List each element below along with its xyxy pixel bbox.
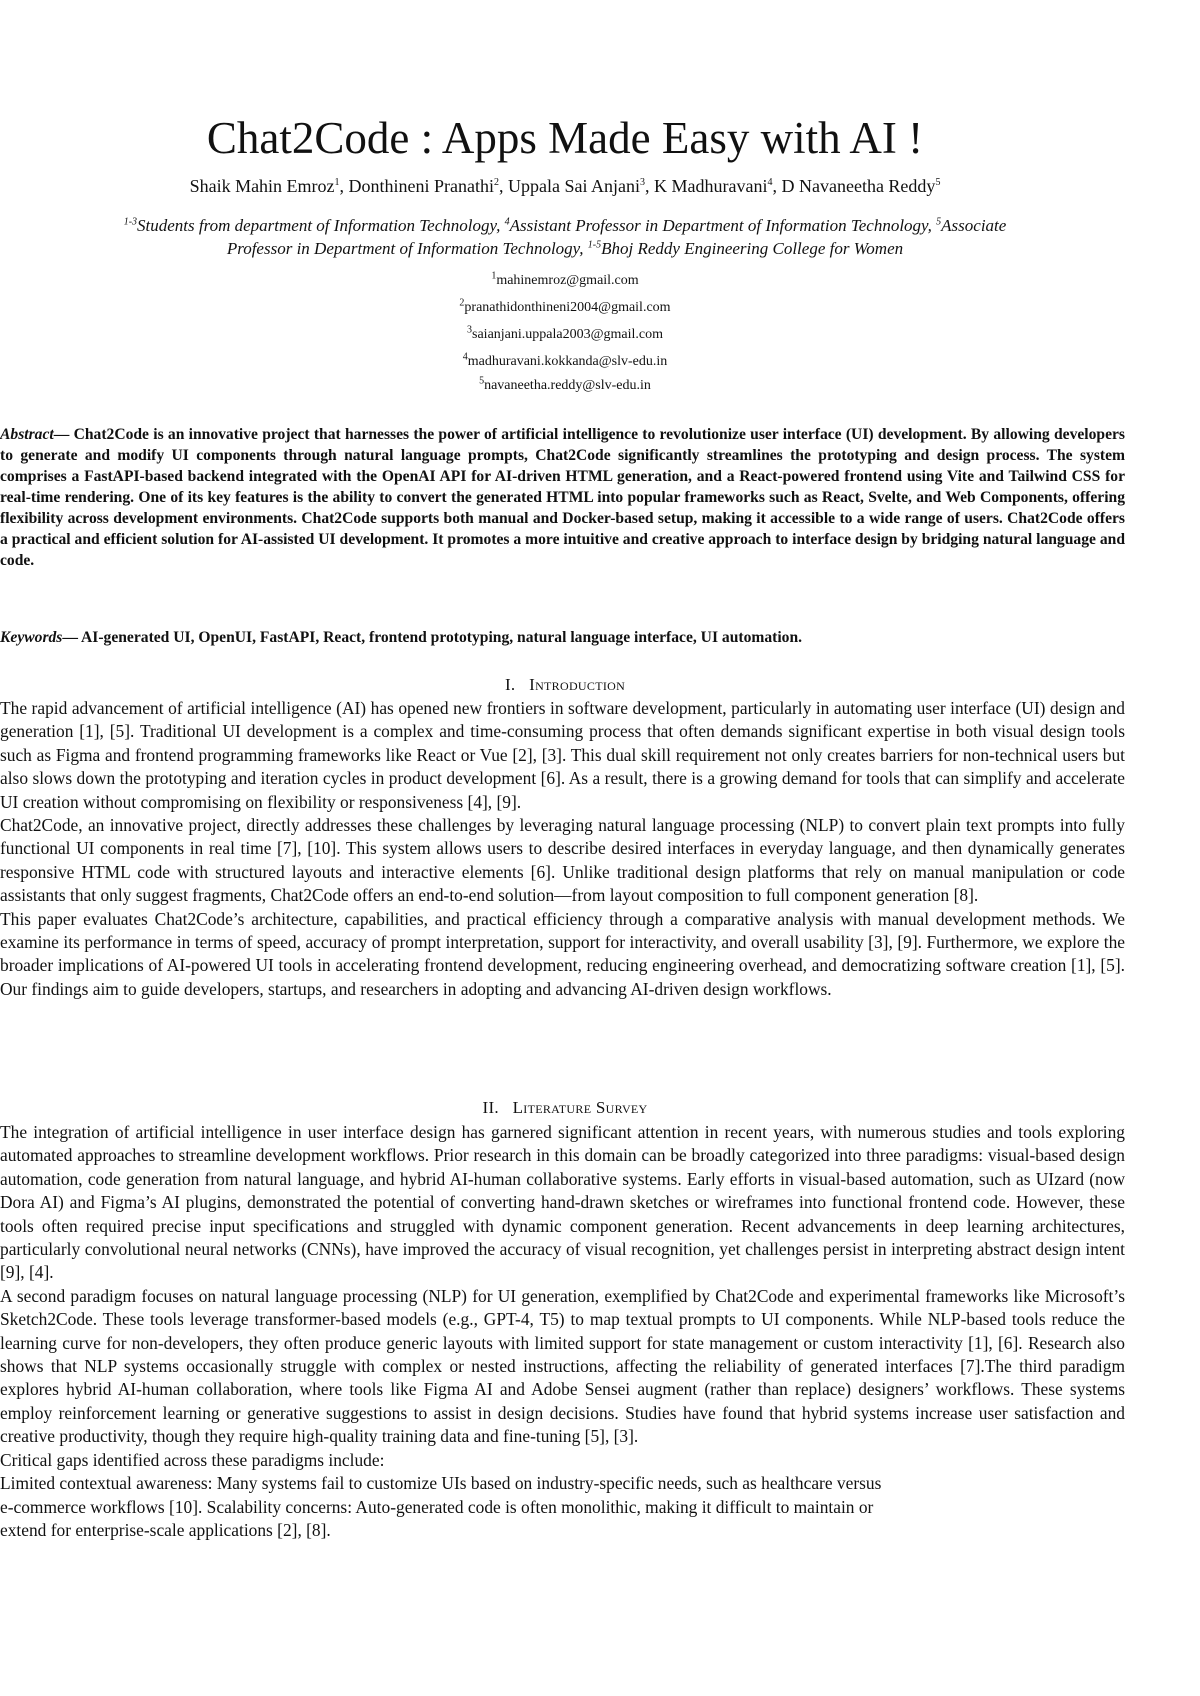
closing-line: extend for enterprise-scale applications [2], [8]. — [0, 1519, 331, 1540]
affil-text: Associate — [941, 216, 1007, 235]
email-line — [0, 348, 1130, 375]
author-name: D Navaneetha Reddy — [781, 176, 936, 196]
email-address[interactable]: navaneetha.reddy@slv-edu.in — [484, 378, 651, 393]
keywords-dash: — — [62, 629, 82, 646]
affil-text: Bhoj Reddy Engineering College for Women — [601, 239, 904, 258]
abstract — [0, 424, 1125, 571]
author-name: Donthineni Pranathi — [348, 176, 495, 196]
email-line — [0, 375, 1130, 396]
section-heading-literature-survey — [0, 1097, 1130, 1119]
affil-text: Professor in Department of Information Technology, — [226, 239, 588, 258]
author-sup: 1 — [334, 177, 340, 188]
keywords-text: AI-generated UI, OpenUI, FastAPI, React, frontend prototyping, natural language interface, UI automation. — [81, 629, 803, 646]
author-sup: 4 — [767, 177, 773, 188]
email-sup: 3 — [467, 324, 473, 336]
affil-sup: 1-3 — [123, 216, 138, 228]
section-title: Introduction — [529, 675, 626, 694]
closing-line: Limited contextual awareness: Many systems fail to customize UIs based on industry-specific needs, such as healthcare versus — [0, 1473, 882, 1494]
author-sup: 5 — [935, 177, 941, 188]
author-list: Shaik Mahin Emroz$^1$, Donthineni Pranathi$^2$, Uppala Sai Anjani$^3$, K Madhuravani$^4$, D Navaneetha Reddy$^5$ — [189, 176, 941, 196]
abstract-dash: — — [53, 426, 74, 443]
paragraph: The integration of artificial intelligence in user interface design has garnered significant attention in recent years, with numerous studies and tools exploring automated approaches to streamline development workflows. Prior research in this domain can be broadly categorized into three paradigms: visual-based design automation, code generation from natural language, and hybrid AI-human collaborative systems. Early efforts in visual-based automation, such as UIzard (now Dora AI) and Figma’s AI plugins, demonstrated the potential of converting hand-drawn sketches or wireframes into functional frontend code. However, these tools often required precise input specifications and struggled with dynamic component generation. Recent advancements in deep learning architectures, particularly convolutional neural networks (CNNs), have improved the accuracy of visual recognition, yet challenges persist in interpreting abstract design intent [9], [4]. — [0, 1122, 1125, 1283]
paragraph: A second paradigm focuses on natural language processing (NLP) for UI generation, exemplified by Chat2Code and experimental frameworks like Microsoft’s Sketch2Code. These tools leverage transformer-based models (e.g., GPT-4, T5) to map textual prompts to UI components. While NLP-based tools reduce the learning curve for non-developers, they often produce generic layouts with limited support for state management or custom interactivity [1], [6]. Research also shows that NLP systems occasionally struggle with complex or nested instructions, affecting the reliability of generated interfaces [7].The third paradigm explores hybrid AI-human collaboration, where tools like Figma AI and Adobe Sensei augment (rather than replace) designers’ workflows. These systems employ reinforcement learning or generative suggestions to assist in design decisions. Studies have found that hybrid systems increase user satisfaction and creative productivity, though they require high-quality training data and fine-tuning [5], [3]. — [0, 1285, 1125, 1447]
email-address[interactable]: saianjani.uppala2003@gmail.com — [472, 327, 663, 342]
affil-sup: 4 — [504, 216, 510, 228]
paragraph: The rapid advancement of artificial intelligence (AI) has opened new frontiers in software development, particularly in automating user interface (UI) design and generation [1], [5]. Traditional UI development is a complex and time-consuming process that often demands significant expertise in both visual design tools such as Figma and frontend programming frameworks like React or Vue [2], [3]. This dual skill requirement not only creates barriers for non-technical users but also slows down the prototyping and iteration cycles in product development [6]. As a result, there is a growing demand for tools that can simplify and accelerate UI creation without compromising on flexibility or responsiveness [4], [9]. — [0, 698, 1125, 812]
author-sup: 2 — [494, 177, 500, 188]
keywords — [0, 627, 1125, 648]
author-name: K Madhuravani — [654, 176, 768, 196]
paragraph: This paper evaluates Chat2Code’s architecture, capabilities, and practical efficiency through a comparative analysis with manual development methods. We examine its performance in terms of speed, accuracy of prompt interpretation, support for interactivity, and overall usability [3], [9]. Furthermore, we explore the broader implications of AI-powered UI tools in accelerating frontend development, reducing engineering overhead, and democratizing software creation [1], [5]. Our findings aim to guide developers, startups, and researchers in adopting and advancing AI-driven design workflows. — [0, 908, 1125, 999]
literature-survey-body — [0, 1121, 1125, 1542]
section-title: Literature Survey — [512, 1098, 648, 1117]
affiliation-line-1 — [60, 214, 1070, 237]
email-sup: 5 — [479, 375, 485, 387]
closing-line: e-commerce workflows [10]. Scalability concerns: Auto-generated code is often monolithic, making it difficult to maintain or — [0, 1496, 874, 1517]
email-address[interactable]: madhuravani.kokkanda@slv-edu.in — [467, 354, 668, 369]
section-number: I. — [504, 675, 516, 694]
email-address[interactable]: mahinemroz@gmail.com — [496, 273, 639, 288]
paper-title: Chat2Code : Apps Made Easy with AI ! — [206, 113, 924, 163]
affiliations — [60, 214, 1070, 260]
paragraph: Critical gaps identified across these paradigms include: — [0, 1449, 385, 1470]
author-name: Shaik Mahin Emroz — [189, 176, 335, 196]
paragraph: Chat2Code, an innovative project, directly addresses these challenges by leveraging natural language processing (NLP) to convert plain text prompts into fully functional UI components in real time [7], [10]. This system allows users to describe desired interfaces in everyday language, and then dynamically generates responsive HTML code with structured layouts and interactive elements [6]. Unlike traditional design platforms that rely on manual manipulation or code assistants that only suggest fragments, Chat2Code offers an end-to-end solution—from layout composition to full component generation [8]. — [0, 815, 1125, 906]
abstract-label: Abstract — [0, 426, 54, 443]
email-address[interactable]: pranathidonthineni2004@gmail.com — [464, 300, 671, 315]
affil-sup: 1-5 — [587, 239, 602, 251]
email-list — [0, 267, 1130, 396]
affil-text: Assistant Professor in Department of Information Technology, — [509, 216, 937, 235]
author-sup: 3 — [640, 177, 646, 188]
email-line — [0, 321, 1130, 348]
introduction-body — [0, 697, 1125, 1001]
email-line — [0, 267, 1130, 294]
section-heading-introduction — [0, 674, 1130, 696]
affiliation-line-2 — [60, 237, 1070, 260]
affil-sup: 5 — [936, 216, 942, 228]
abstract-text: Chat2Code is an innovative project that harnesses the power of artificial intelligence to revolutionize user interface (UI) development. By allowing developers to generate and modify UI components through natural language prompts, Chat2Code significantly streamlines the prototyping and design process. The system comprises a FastAPI-based backend integrated with the OpenAI API for AI-driven HTML generation, and a React-powered frontend using Vite and Tailwind CSS for real-time rendering. One of its key features is the ability to convert the generated HTML into popular frameworks such as React, Svelte, and Web Components, offering flexibility across development environments. Chat2Code supports both manual and Docker-based setup, making it accessible to a wide range of users. Chat2Code offers a practical and efficient solution for AI-assisted UI development. It promotes a more intuitive and creative approach to interface design by bridging natural language and code. — [0, 426, 1125, 569]
section-number: II. — [482, 1098, 499, 1117]
email-sup: 4 — [462, 351, 468, 363]
email-line — [0, 294, 1130, 321]
email-sup: 2 — [459, 297, 465, 309]
author-name: Uppala Sai Anjani — [508, 176, 641, 196]
keywords-label: Keywords — [0, 629, 63, 646]
email-sup: 1 — [491, 270, 497, 282]
affil-text: Students from department of Information Technology, — [137, 216, 505, 235]
